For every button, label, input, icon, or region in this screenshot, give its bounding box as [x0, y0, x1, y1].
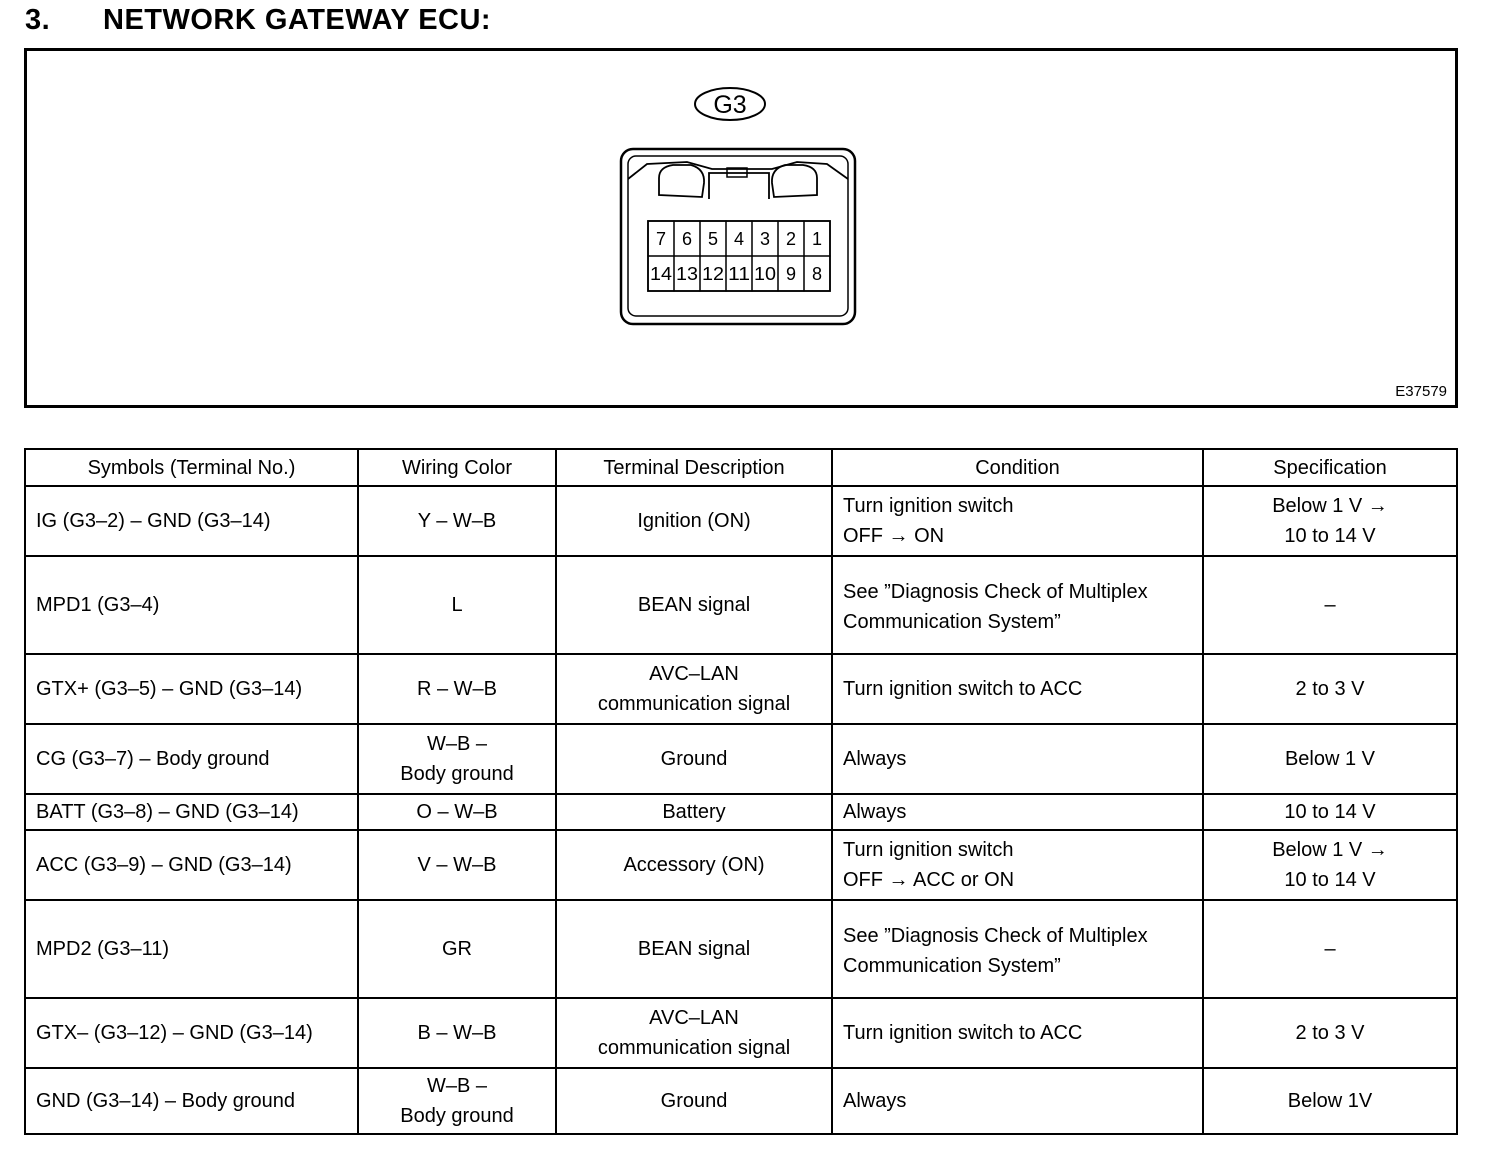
cell-description: Ignition (ON): [556, 486, 832, 556]
pin-number-3: 3: [759, 229, 771, 249]
cell-wiring-color: B – W–B: [358, 998, 556, 1068]
pin-number-2: 2: [785, 229, 797, 249]
pin-number-6: 6: [681, 229, 693, 249]
cell-description: Battery: [556, 794, 832, 830]
pin-number-13: 13: [676, 264, 698, 284]
cell-symbol: GTX+ (G3–5) – GND (G3–14): [25, 654, 358, 724]
cell-condition: Turn ignition switch OFF → ON: [832, 486, 1203, 556]
cell-symbol: GTX– (G3–12) – GND (G3–14): [25, 998, 358, 1068]
cell-symbol: IG (G3–2) – GND (G3–14): [25, 486, 358, 556]
cell-symbol: CG (G3–7) – Body ground: [25, 724, 358, 794]
section-number: 3.: [25, 4, 51, 36]
cell-specification: Below 1 V: [1203, 724, 1457, 794]
table-row: [25, 486, 1457, 556]
cell-symbol: BATT (G3–8) – GND (G3–14): [25, 794, 358, 830]
cell-specification: 10 to 14 V: [1203, 794, 1457, 830]
table-row: [25, 724, 1457, 794]
cell-description: AVC–LAN communication signal: [556, 998, 832, 1068]
cell-symbol: MPD2 (G3–11): [25, 900, 358, 998]
cell-description: BEAN signal: [556, 900, 832, 998]
cell-condition: Always: [832, 724, 1203, 794]
cell-condition: Turn ignition switch to ACC: [832, 654, 1203, 724]
pin-grid: [648, 221, 830, 291]
terminal-table: [24, 448, 1458, 1135]
cell-condition: See ”Diagnosis Check of Multiplex Communication System”: [832, 556, 1203, 654]
cell-symbol: MPD1 (G3–4): [25, 556, 358, 654]
cell-specification: Below 1 V → 10 to 14 V: [1203, 486, 1457, 556]
cell-specification: –: [1203, 900, 1457, 998]
header-symbols: Symbols (Terminal No.): [25, 449, 358, 486]
cell-condition: See ”Diagnosis Check of Multiplex Communication System”: [832, 900, 1203, 998]
pin-number-4: 4: [733, 229, 745, 249]
pin-number-9: 9: [785, 264, 797, 284]
section-heading: [25, 4, 491, 37]
cell-specification: Below 1 V → 10 to 14 V: [1203, 830, 1457, 900]
table-row: [25, 830, 1457, 900]
cell-wiring-color: Y – W–B: [358, 486, 556, 556]
cell-condition: Turn ignition switch to ACC: [832, 998, 1203, 1068]
cell-specification: 2 to 3 V: [1203, 998, 1457, 1068]
table-row: [25, 794, 1457, 830]
connector-diagram: [24, 48, 1458, 408]
header-condition: Condition: [832, 449, 1203, 486]
connector-right-latch: [772, 165, 817, 197]
cell-description: AVC–LAN communication signal: [556, 654, 832, 724]
cell-symbol: GND (G3–14) – Body ground: [25, 1068, 358, 1134]
header-terminal-description: Terminal Description: [556, 449, 832, 486]
table-row: [25, 556, 1457, 654]
table-row: [25, 654, 1457, 724]
connector-left-latch: [659, 165, 704, 197]
table-header-row: [25, 449, 1457, 486]
cell-description: Ground: [556, 1068, 832, 1134]
cell-symbol: ACC (G3–9) – GND (G3–14): [25, 830, 358, 900]
pin-number-12: 12: [702, 264, 724, 284]
pin-number-10: 10: [754, 264, 776, 284]
cell-wiring-color: GR: [358, 900, 556, 998]
table-row: [25, 900, 1457, 998]
header-wiring-color: Wiring Color: [358, 449, 556, 486]
cell-wiring-color: W–B – Body ground: [358, 724, 556, 794]
section-title: NETWORK GATEWAY ECU:: [103, 4, 492, 36]
pin-number-14: 14: [650, 264, 672, 284]
cell-specification: –: [1203, 556, 1457, 654]
pin-number-7: 7: [655, 229, 667, 249]
cell-specification: 2 to 3 V: [1203, 654, 1457, 724]
table-row: [25, 1068, 1457, 1134]
cell-description: Ground: [556, 724, 832, 794]
cell-condition: Always: [832, 794, 1203, 830]
cell-condition: Turn ignition switch OFF → ACC or ON: [832, 830, 1203, 900]
pin-number-11: 11: [728, 264, 750, 284]
connector-drawing: [27, 51, 1455, 405]
pin-number-8: 8: [811, 264, 823, 284]
table-row: [25, 998, 1457, 1068]
cell-wiring-color: R – W–B: [358, 654, 556, 724]
connector-label: G3: [713, 91, 747, 119]
cell-wiring-color: L: [358, 556, 556, 654]
pin-number-5: 5: [707, 229, 719, 249]
header-specification: Specification: [1203, 449, 1457, 486]
cell-condition: Always: [832, 1068, 1203, 1134]
pin-number-1: 1: [811, 229, 823, 249]
cell-description: BEAN signal: [556, 556, 832, 654]
cell-wiring-color: O – W–B: [358, 794, 556, 830]
cell-wiring-color: V – W–B: [358, 830, 556, 900]
cell-specification: Below 1V: [1203, 1068, 1457, 1134]
cell-description: Accessory (ON): [556, 830, 832, 900]
cell-wiring-color: W–B – Body ground: [358, 1068, 556, 1134]
figure-code: E37579: [1395, 383, 1447, 400]
